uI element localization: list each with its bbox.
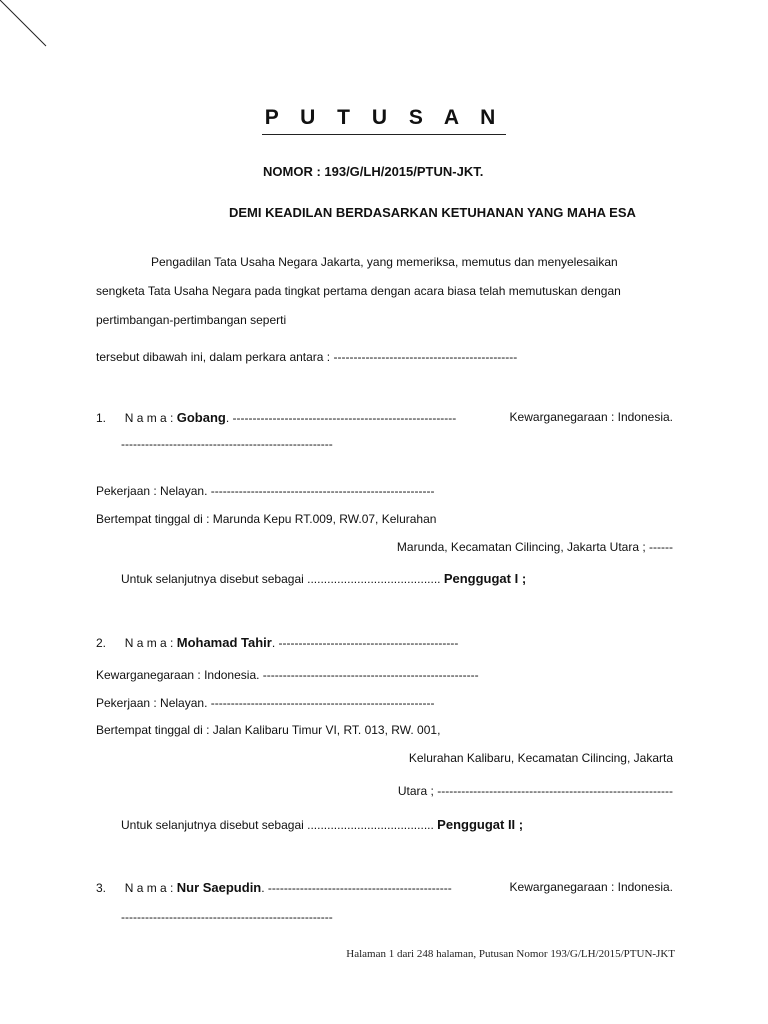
intro-line-4: tersebut dibawah ini, dalam perkara antara : ----------------------------------------------	[96, 350, 518, 364]
party-1-name-label: N a m a :	[124, 411, 174, 425]
justice-heading: DEMI KEADILAN BERDASARKAN KETUHANAN YANG MAHA ESA	[229, 205, 636, 220]
page-footer: Halaman 1 dari 248 halaman, Putusan Nomor 193/G/LH/2015/PTUN-JKT	[346, 948, 675, 960]
party-1-designation: Untuk selanjutnya disebut sebagai ........................................	[121, 572, 441, 586]
party-1-address-1: Bertempat tinggal di : Marunda Kepu RT.009, RW.07, Kelurahan	[96, 512, 437, 526]
party-3-name-dashes: . ----------------------------------------------	[261, 881, 452, 895]
case-number: NOMOR : 193/G/LH/2015/PTUN-JKT.	[263, 164, 484, 179]
party-1-name: Gobang	[176, 410, 226, 425]
party-2-name-label: N a m a :	[124, 636, 174, 650]
party-2-citizenship: Kewarganegaraan : Indonesia. ------------------------------------------------------	[96, 668, 479, 682]
intro-line-3: pertimbangan-pertimbangan seperti	[96, 313, 287, 327]
party-1-job: Pekerjaan : Nelayan. --------------------------------------------------------	[96, 484, 435, 498]
party-2-name-dashes: . ---------------------------------------------	[271, 636, 459, 650]
party-2-address-1: Bertempat tinggal di : Jalan Kalibaru Timur VI, RT. 013, RW. 001,	[96, 723, 441, 737]
party-3-number: 3.	[96, 881, 107, 895]
party-2-name: Mohamad Tahir	[176, 635, 272, 650]
party-2-designation-row	[121, 817, 523, 832]
intro-line-1: Pengadilan Tata Usaha Negara Jakarta, yang memeriksa, memutus dan menyelesaikan	[151, 255, 618, 269]
party-2-role: Penggugat II ;	[437, 817, 524, 832]
party-3-dashes: -----------------------------------------------------	[121, 910, 333, 924]
page-corner-fold-line	[0, 0, 60, 60]
party-3-citizenship: Kewarganegaraan : Indonesia.	[509, 880, 673, 894]
party-1-citizenship: Kewarganegaraan : Indonesia.	[509, 410, 673, 424]
intro-line-2: sengketa Tata Usaha Negara pada tingkat pertama dengan acara biasa telah memutuskan dengan	[96, 284, 621, 298]
party-1-address-2: Marunda, Kecamatan Cilincing, Jakarta Utara ; ------	[396, 540, 673, 554]
document-title: P U T U S A N	[264, 106, 504, 129]
party-1-dashes: -----------------------------------------------------	[121, 437, 333, 451]
party-2-address-2: Kelurahan Kalibaru, Kecamatan Cilincing, Jakarta	[408, 751, 673, 765]
party-2-address-3: Utara ; -----------------------------------------------------------	[397, 784, 673, 798]
party-2-number: 2.	[96, 636, 107, 650]
party-2-job: Pekerjaan : Nelayan. --------------------------------------------------------	[96, 696, 435, 710]
party-2-designation: Untuk selanjutnya disebut sebagai ......................................	[121, 818, 434, 832]
party-3-name: Nur Saepudin	[176, 880, 262, 895]
party-2-name-row	[96, 635, 458, 650]
party-3-name-row	[96, 880, 452, 895]
party-1-name-row	[96, 410, 456, 425]
party-1-name-dashes: . --------------------------------------------------------	[225, 411, 457, 425]
party-3-name-label: N a m a :	[124, 881, 174, 895]
party-1-number: 1.	[96, 411, 107, 425]
title-underline	[262, 134, 506, 135]
party-1-role: Penggugat I ;	[443, 571, 527, 586]
party-1-designation-row	[121, 571, 526, 586]
